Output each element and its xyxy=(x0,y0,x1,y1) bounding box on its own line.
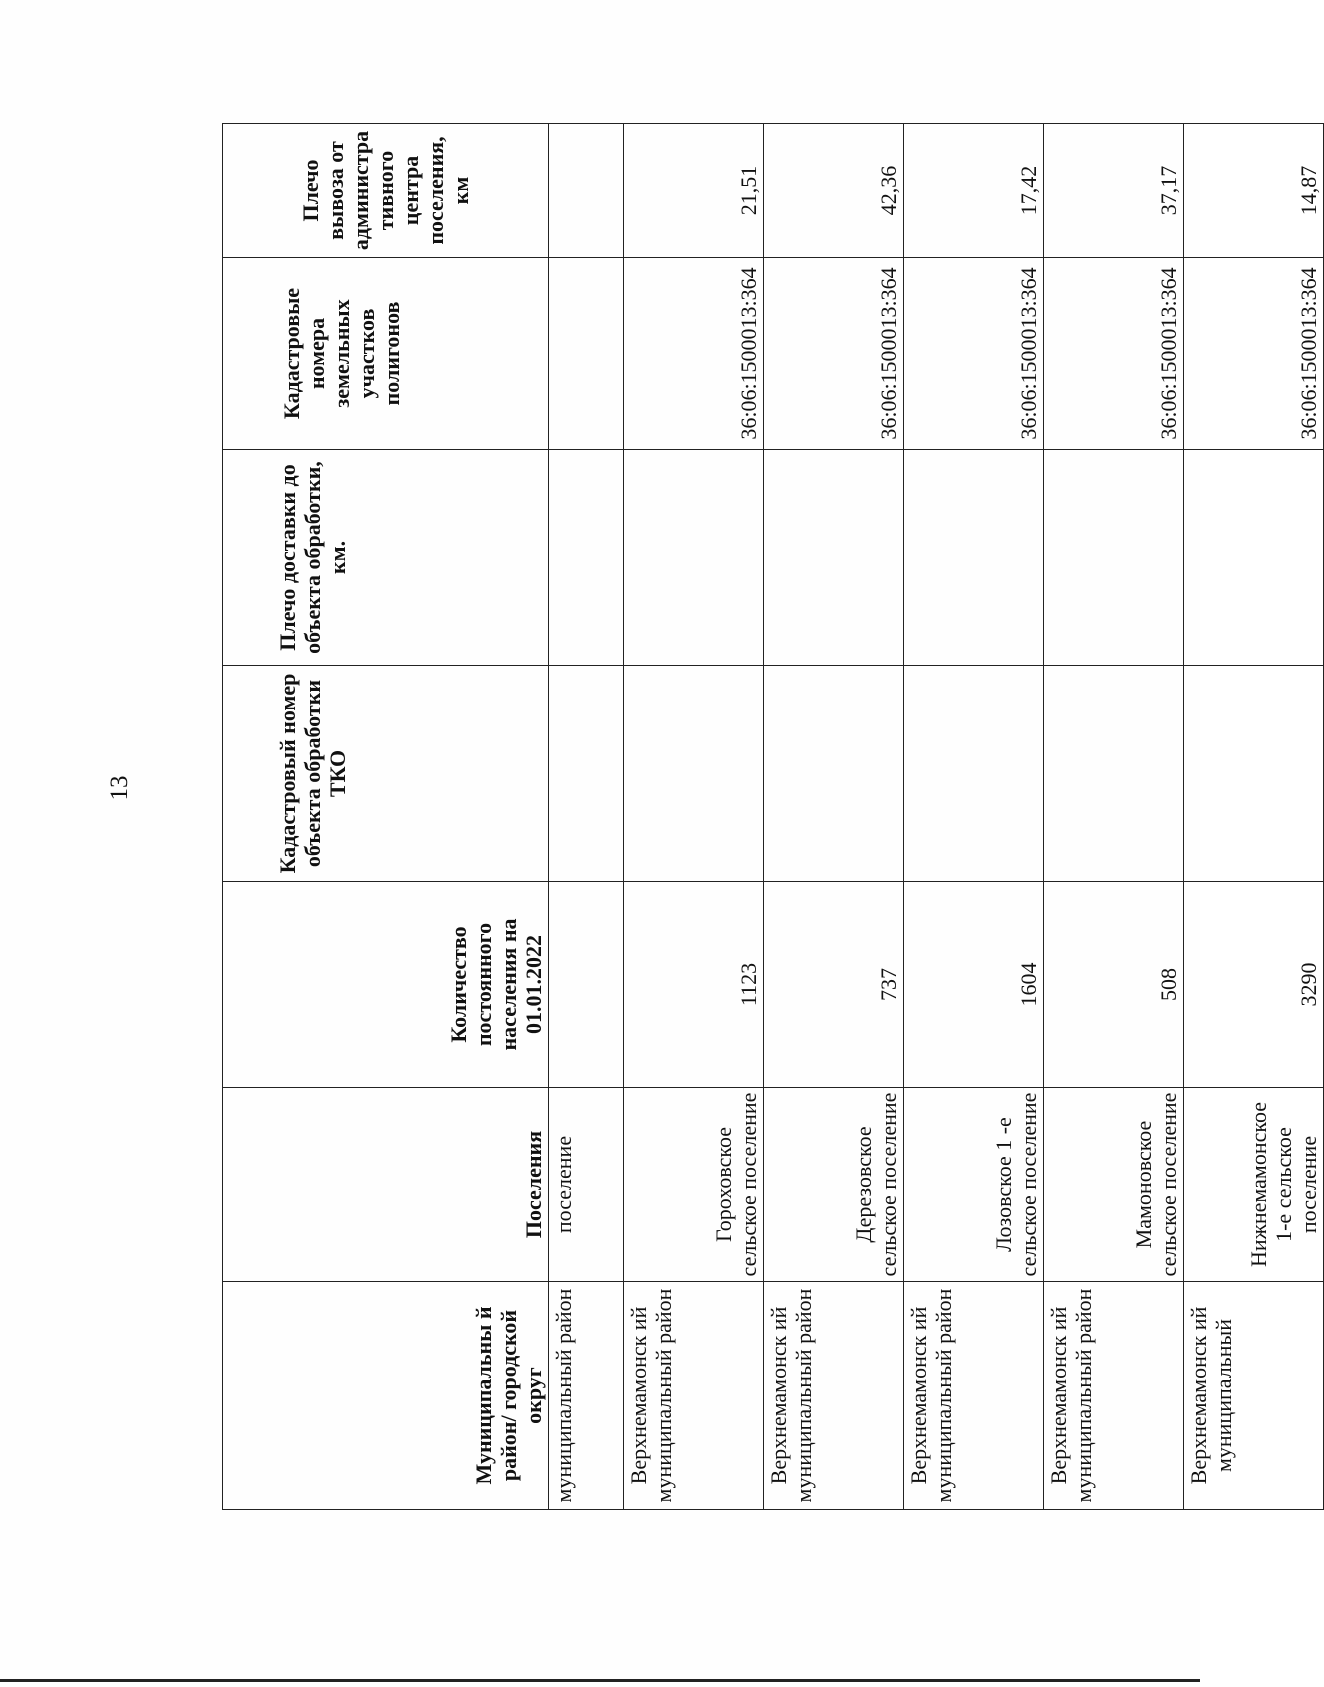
cell-removal-distance xyxy=(549,124,624,258)
cell-delivery-distance xyxy=(903,450,1043,666)
table-row xyxy=(549,124,624,1510)
cell-settlement: Лозовское 1 -е сельское поселение xyxy=(903,1088,1043,1282)
cell-delivery-distance xyxy=(1183,450,1323,666)
header-landfill-cadastral: Кадастровые номера земельных участков полигонов xyxy=(223,258,549,450)
cell-processing-cadastral xyxy=(1183,666,1323,882)
cell-landfill-cadastral: 36:06:1500013:364 xyxy=(1183,258,1323,450)
header-settlement: Поселения xyxy=(223,1088,549,1282)
cell-removal-distance: 42,36 xyxy=(763,124,903,258)
cell-delivery-distance xyxy=(549,450,624,666)
cell-district: Верхнемамонск ий муниципальный район xyxy=(903,1282,1043,1510)
cell-landfill-cadastral: 36:06:1500013:364 xyxy=(1043,258,1183,450)
cell-settlement: Мамоновское сельское поселение xyxy=(1043,1088,1183,1282)
cell-processing-cadastral xyxy=(549,666,624,882)
header-delivery-distance: Плечо доставки до объекта обработки, км. xyxy=(223,450,549,666)
cell-settlement: Дерезовское сельское поселение xyxy=(763,1088,903,1282)
cell-district: муниципальный район xyxy=(549,1282,624,1510)
cell-delivery-distance xyxy=(1043,450,1183,666)
table-header-row xyxy=(223,124,549,1510)
cell-population xyxy=(549,882,624,1088)
bottom-edge-line xyxy=(0,1679,1200,1682)
cell-settlement: Гороховское сельское поселение xyxy=(623,1088,763,1282)
cell-district: Верхнемамонск ий муниципальный район xyxy=(763,1282,903,1510)
cell-district: Верхнемамонск ий муниципальный xyxy=(1183,1282,1323,1510)
table-row xyxy=(903,124,1043,1510)
table-row xyxy=(1183,124,1323,1510)
table-row xyxy=(1043,124,1183,1510)
cell-population: 3290 xyxy=(1183,882,1323,1088)
cell-landfill-cadastral xyxy=(549,258,624,450)
cell-population: 508 xyxy=(1043,882,1183,1088)
rotated-table xyxy=(222,124,1324,1510)
cell-removal-distance: 21,51 xyxy=(623,124,763,258)
cell-processing-cadastral xyxy=(623,666,763,882)
cell-landfill-cadastral: 36:06:1500013:364 xyxy=(763,258,903,450)
cell-removal-distance: 14,87 xyxy=(1183,124,1323,258)
header-population: Количество постоянного населения на 01.01.2022 xyxy=(223,882,549,1088)
cell-population: 737 xyxy=(763,882,903,1088)
table-body xyxy=(549,124,1324,1510)
cell-landfill-cadastral: 36:06:1500013:364 xyxy=(903,258,1043,450)
cell-population: 1123 xyxy=(623,882,763,1088)
cell-district: Верхнемамонск ий муниципальный район xyxy=(1043,1282,1183,1510)
header-processing-cadastral: Кадастровый номер объекта обработки ТКО xyxy=(223,666,549,882)
cell-processing-cadastral xyxy=(763,666,903,882)
cell-district: Верхнемамонск ий муниципальный район xyxy=(623,1282,763,1510)
header-removal-distance: Плечо вывоза от администра тивного центра поселения, км xyxy=(223,124,549,258)
cell-settlement: Нижнемамонское 1-е сельское поселение xyxy=(1183,1088,1323,1282)
cell-delivery-distance xyxy=(763,450,903,666)
table-row xyxy=(623,124,763,1510)
cell-removal-distance: 37,17 xyxy=(1043,124,1183,258)
cell-removal-distance: 17,42 xyxy=(903,124,1043,258)
table-container xyxy=(222,124,1324,1510)
cell-population: 1604 xyxy=(903,882,1043,1088)
cell-settlement: поселение xyxy=(549,1088,624,1282)
header-district: Муниципальны й район/ городской округ xyxy=(223,1282,549,1510)
page-number: 13 xyxy=(106,775,133,801)
cell-delivery-distance xyxy=(623,450,763,666)
cell-processing-cadastral xyxy=(903,666,1043,882)
cell-landfill-cadastral: 36:06:1500013:364 xyxy=(623,258,763,450)
table-row xyxy=(763,124,903,1510)
settlements-table xyxy=(222,123,1324,1510)
cell-processing-cadastral xyxy=(1043,666,1183,882)
